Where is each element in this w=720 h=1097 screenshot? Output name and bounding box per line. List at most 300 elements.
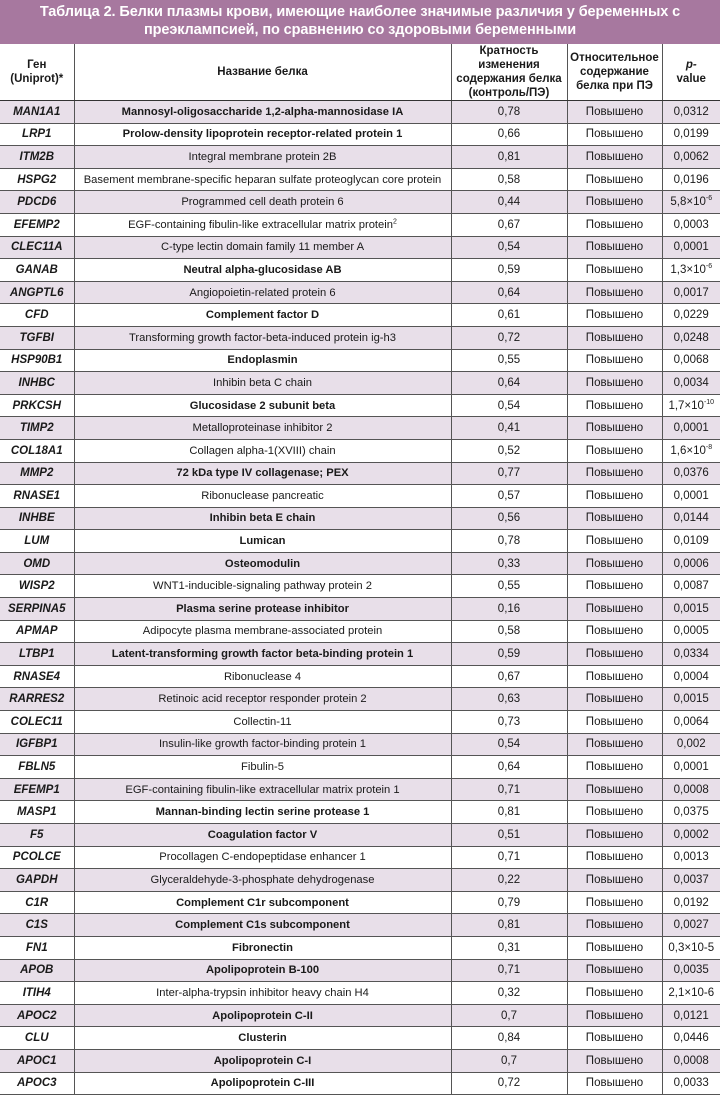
relative-content-cell-text: Повышено: [585, 715, 644, 728]
protein-name-cell: [74, 575, 451, 598]
relative-content-cell: [567, 485, 662, 508]
gene-cell: [0, 620, 74, 643]
relative-content-cell: [567, 304, 662, 327]
fold-change-cell: [451, 801, 567, 824]
header-gene: Ген (Uniprot)*: [0, 44, 74, 101]
relative-content-cell: [567, 123, 662, 146]
table-row: [0, 507, 720, 530]
gene-cell: [0, 801, 74, 824]
protein-name-cell: [74, 101, 451, 124]
relative-content-cell: [567, 824, 662, 847]
gene-cell-text: GAPDH: [15, 873, 58, 886]
relative-content-cell-text: Повышено: [585, 851, 644, 864]
table-row: [0, 191, 720, 214]
fold-change-cell-text: 0,54: [497, 241, 521, 254]
fold-change-cell: [451, 982, 567, 1005]
relative-content-cell-text: Повышено: [585, 919, 644, 932]
gene-cell: [0, 959, 74, 982]
gene-cell: [0, 349, 74, 372]
protein-name-cell: [74, 643, 451, 666]
gene-cell: [0, 688, 74, 711]
p-value-cell-text: 0,0027: [673, 919, 709, 932]
fold-change-cell: [451, 665, 567, 688]
gene-cell-text: TIMP2: [19, 422, 54, 435]
gene-cell: [0, 846, 74, 869]
protein-name-cell: [74, 1049, 451, 1072]
relative-content-cell-text: Повышено: [585, 218, 644, 231]
gene-cell: [0, 485, 74, 508]
fold-change-cell: [451, 372, 567, 395]
protein-name-cell: [74, 891, 451, 914]
p-value-cell: [662, 1027, 720, 1050]
protein-name-cell-text: Angiopoietin-related protein 6: [189, 286, 336, 299]
gene-cell: [0, 936, 74, 959]
protein-name-cell: [74, 530, 451, 553]
protein-name-cell-text: Endoplasmin: [227, 354, 298, 367]
relative-content-cell: [567, 168, 662, 191]
p-value-cell-text: 0,0034: [673, 376, 709, 389]
relative-content-cell: [567, 869, 662, 892]
fold-change-cell: [451, 191, 567, 214]
relative-content-cell: [567, 349, 662, 372]
relative-content-cell-text: Повышено: [585, 354, 644, 367]
header-relative-content: Относительное содержание белка при ПЭ: [567, 44, 662, 101]
table-row: [0, 439, 720, 462]
table-row: [0, 1072, 720, 1095]
p-value-cell-text: 0,0001: [673, 761, 709, 774]
table-row: [0, 936, 720, 959]
p-value-cell-text: 0,0229: [673, 309, 709, 322]
fold-change-cell-text: 0,51: [497, 828, 521, 841]
relative-content-cell-text: Повышено: [585, 648, 644, 661]
protein-name-cell-text: 72 kDa type IV collagenase; PEX: [176, 467, 349, 480]
relative-content-cell-text: Повышено: [585, 625, 644, 638]
table-row: [0, 417, 720, 440]
fold-change-cell: [451, 349, 567, 372]
gene-cell-text: RNASE1: [13, 489, 61, 502]
relative-content-cell-text: Повышено: [585, 964, 644, 977]
relative-content-cell: [567, 146, 662, 169]
fold-change-cell: [451, 1004, 567, 1027]
p-value-cell-text: 2,1×10-6: [668, 986, 715, 999]
relative-content-cell: [567, 665, 662, 688]
p-value-cell-text: 0,0008: [673, 1054, 709, 1067]
table-row: [0, 552, 720, 575]
protein-name-cell: [74, 1004, 451, 1027]
fold-change-cell-text: 0,56: [497, 512, 521, 525]
relative-content-cell-text: Повышено: [585, 806, 644, 819]
table-row: [0, 1027, 720, 1050]
p-value-cell-text: 0,0006: [673, 557, 709, 570]
table-row: [0, 778, 720, 801]
p-value-cell-text: 0,0001: [673, 422, 709, 435]
table-row: [0, 846, 720, 869]
protein-name-cell: [74, 711, 451, 734]
protein-name-cell-text: Collectin-11: [233, 715, 292, 728]
protein-name-cell-text: Procollagen C-endopeptidase enhancer 1: [159, 851, 366, 864]
p-value-cell: [662, 485, 720, 508]
relative-content-cell-text: Повышено: [585, 173, 644, 186]
gene-cell: [0, 304, 74, 327]
p-value-cell: [662, 372, 720, 395]
relative-content-cell-text: Повышено: [585, 150, 644, 163]
gene-cell-text: TGFBI: [19, 331, 54, 344]
protein-name-cell-text: Glyceraldehyde-3-phosphate dehydrogenase: [150, 873, 375, 886]
relative-content-cell-text: Повышено: [585, 580, 644, 593]
relative-content-cell: [567, 711, 662, 734]
relative-content-cell-text: Повышено: [585, 828, 644, 841]
p-value-cell-text: 0,0002: [673, 828, 709, 841]
protein-name-cell-text: Inhibin beta E chain: [209, 512, 316, 525]
gene-cell: [0, 711, 74, 734]
gene-cell: [0, 1072, 74, 1095]
gene-cell-text: IGFBP1: [15, 738, 58, 751]
gene-cell: [0, 123, 74, 146]
table-row: [0, 733, 720, 756]
fold-change-cell: [451, 688, 567, 711]
p-value-cell-text: 0,3×10-5: [668, 941, 715, 954]
relative-content-cell: [567, 417, 662, 440]
protein-name-cell: [74, 349, 451, 372]
fold-change-cell: [451, 1027, 567, 1050]
gene-cell: [0, 191, 74, 214]
protein-name-cell-text: Lumican: [239, 535, 286, 548]
table-row: [0, 394, 720, 417]
relative-content-cell: [567, 326, 662, 349]
p-value-cell: [662, 824, 720, 847]
gene-cell-text: EFEMP1: [13, 783, 60, 796]
p-value-cell: [662, 869, 720, 892]
p-value-cell-text: 0,0196: [673, 173, 709, 186]
protein-name-cell: [74, 665, 451, 688]
gene-cell: [0, 824, 74, 847]
protein-name-cell-text: Apolipoprotein C-II: [212, 1009, 313, 1022]
fold-change-cell: [451, 733, 567, 756]
fold-change-cell-text: 0,57: [497, 489, 521, 502]
gene-cell-text: MASP1: [16, 806, 57, 819]
protein-name-cell-text: Metalloproteinase inhibitor 2: [192, 422, 333, 435]
p-value-cell-text: 0,0376: [673, 467, 709, 480]
table-row: [0, 349, 720, 372]
fold-change-cell-text: 0,81: [497, 919, 521, 932]
protein-name-cell-text: WNT1-inducible-signaling pathway protein 2: [153, 580, 372, 593]
relative-content-cell-text: Повышено: [585, 309, 644, 322]
protein-name-cell-text: Insulin-like growth factor-binding protein 1: [158, 738, 367, 751]
p-value-cell-text: 0,0062: [673, 150, 709, 163]
relative-content-cell-text: Повышено: [585, 105, 644, 118]
relative-content-cell: [567, 259, 662, 282]
p-value-cell: [662, 914, 720, 937]
fold-change-cell-text: 0,63: [497, 693, 521, 706]
relative-content-cell: [567, 101, 662, 124]
gene-cell-text: RARRES2: [9, 693, 65, 706]
fold-change-cell-text: 0,41: [497, 422, 521, 435]
p-value-cell: [662, 326, 720, 349]
relative-content-cell: [567, 530, 662, 553]
fold-change-cell: [451, 846, 567, 869]
p-value-cell-text: 0,0068: [673, 354, 709, 367]
gene-cell: [0, 213, 74, 236]
fold-change-cell: [451, 914, 567, 937]
fold-change-cell: [451, 236, 567, 259]
gene-cell: [0, 530, 74, 553]
protein-name-cell-text: Programmed cell death protein 6: [181, 196, 344, 209]
footnote-mark: 2: [392, 218, 397, 226]
relative-content-cell-text: Повышено: [585, 286, 644, 299]
gene-cell-text: HSP90B1: [11, 354, 63, 367]
relative-content-cell-text: Повышено: [585, 1077, 644, 1090]
protein-name-cell: [74, 936, 451, 959]
gene-cell: [0, 259, 74, 282]
p-value-cell-text: 0,0248: [673, 331, 709, 344]
fold-change-cell: [451, 936, 567, 959]
p-value-cell-text: 0,0109: [673, 535, 709, 548]
p-value-cell: [662, 711, 720, 734]
protein-name-cell-text: Mannosyl-oligosaccharide 1,2-alpha-mannosidase IA: [121, 105, 404, 118]
protein-name-cell-text: Glucosidase 2 subunit beta: [189, 399, 336, 412]
p-value-exponent: -10: [703, 398, 715, 406]
fold-change-cell: [451, 552, 567, 575]
gene-cell-text: APOB: [20, 964, 54, 977]
protein-name-cell: [74, 326, 451, 349]
p-value-cell-text: 0,0312: [673, 105, 709, 118]
relative-content-cell: [567, 1004, 662, 1027]
protein-name-cell: [74, 598, 451, 621]
protein-name-cell-text: Adipocyte plasma membrane-associated protein: [142, 625, 383, 638]
p-value-cell-text: 0,0375: [673, 806, 709, 819]
protein-name-cell: [74, 846, 451, 869]
p-value-cell-text: 0,0004: [673, 670, 709, 683]
relative-content-cell: [567, 575, 662, 598]
gene-cell-text: SERPINA5: [7, 602, 66, 615]
table-row: [0, 281, 720, 304]
relative-content-cell-text: Повышено: [585, 941, 644, 954]
p-value-cell-text: 0,0446: [673, 1032, 709, 1045]
relative-content-cell: [567, 462, 662, 485]
relative-content-cell-text: Повышено: [585, 873, 644, 886]
header-p-prefix: p-: [685, 59, 697, 71]
gene-cell: [0, 575, 74, 598]
protein-name-cell: [74, 733, 451, 756]
table-row: [0, 372, 720, 395]
table-row: [0, 891, 720, 914]
table-row: [0, 824, 720, 847]
p-value-cell-text: 0,0035: [673, 964, 709, 977]
fold-change-cell: [451, 1049, 567, 1072]
gene-cell: [0, 394, 74, 417]
fold-change-cell: [451, 643, 567, 666]
p-value-cell-text: 0,0015: [673, 602, 709, 615]
fold-change-cell-text: 0,64: [497, 761, 521, 774]
table-row: [0, 146, 720, 169]
relative-content-cell: [567, 914, 662, 937]
protein-name-cell: [74, 824, 451, 847]
gene-cell: [0, 1004, 74, 1027]
fold-change-cell-text: 0,64: [497, 286, 521, 299]
protein-name-cell: [74, 982, 451, 1005]
fold-change-cell: [451, 101, 567, 124]
fold-change-cell: [451, 891, 567, 914]
gene-cell-text: OMD: [23, 557, 51, 570]
fold-change-cell-text: 0,59: [497, 648, 521, 661]
p-value-cell: [662, 959, 720, 982]
relative-content-cell: [567, 891, 662, 914]
p-value-cell: [662, 1004, 720, 1027]
p-value-cell: [662, 643, 720, 666]
fold-change-cell-text: 0,71: [497, 851, 521, 864]
p-value-cell-text: 0,0001: [673, 489, 709, 502]
gene-cell-text: LRP1: [22, 128, 52, 141]
gene-cell: [0, 733, 74, 756]
table-row: [0, 259, 720, 282]
protein-name-cell: [74, 462, 451, 485]
fold-change-cell-text: 0,71: [497, 783, 521, 796]
relative-content-cell-text: Повышено: [585, 557, 644, 570]
fold-change-cell-text: 0,58: [497, 625, 521, 638]
relative-content-cell-text: Повышено: [585, 512, 644, 525]
table-header-row: [0, 44, 720, 101]
gene-cell: [0, 778, 74, 801]
gene-cell: [0, 168, 74, 191]
relative-content-cell: [567, 620, 662, 643]
p-value-cell-text: 0,0121: [673, 1009, 709, 1022]
p-value-cell: [662, 1072, 720, 1095]
protein-name-cell-text: Complement factor D: [205, 309, 320, 322]
relative-content-cell-text: Повышено: [585, 489, 644, 502]
p-value-cell: [662, 801, 720, 824]
fold-change-cell: [451, 281, 567, 304]
relative-content-cell-text: Повышено: [585, 670, 644, 683]
gene-cell: [0, 598, 74, 621]
fold-change-cell-text: 0,22: [497, 873, 521, 886]
gene-cell-text: C1R: [25, 896, 49, 909]
protein-name-cell: [74, 756, 451, 779]
protein-name-cell-text: Collagen alpha-1(XVIII) chain: [189, 444, 336, 457]
relative-content-cell-text: Повышено: [585, 196, 644, 209]
relative-content-cell: [567, 1027, 662, 1050]
relative-content-cell: [567, 394, 662, 417]
p-value-cell: [662, 778, 720, 801]
relative-content-cell: [567, 552, 662, 575]
protein-name-cell: [74, 485, 451, 508]
protein-name-cell: [74, 259, 451, 282]
fold-change-cell-text: 0,71: [497, 964, 521, 977]
p-value-cell-text: 0,0005: [673, 625, 709, 638]
protein-name-cell-text: Coagulation factor V: [207, 828, 318, 841]
p-value-cell: [662, 439, 720, 462]
fold-change-cell-text: 0,81: [497, 150, 521, 163]
relative-content-cell: [567, 281, 662, 304]
fold-change-cell-text: 0,31: [497, 941, 521, 954]
protein-name-cell-text: Integral membrane protein 2B: [188, 150, 337, 163]
protein-name-cell-text: Ribonuclease pancreatic: [201, 489, 324, 502]
p-value-cell-text: 0,0144: [673, 512, 709, 525]
protein-name-cell: [74, 168, 451, 191]
p-value-cell: [662, 281, 720, 304]
p-value-cell: [662, 236, 720, 259]
fold-change-cell-text: 0,59: [497, 263, 521, 276]
gene-cell-text: ITIH4: [22, 986, 51, 999]
relative-content-cell: [567, 801, 662, 824]
p-value-cell: [662, 146, 720, 169]
protein-name-cell-text: Clusterin: [238, 1032, 287, 1045]
protein-name-cell: [74, 394, 451, 417]
relative-content-cell: [567, 236, 662, 259]
p-value-cell: [662, 665, 720, 688]
gene-cell: [0, 982, 74, 1005]
gene-cell-text: CLU: [24, 1032, 49, 1045]
fold-change-cell: [451, 259, 567, 282]
p-value-cell-text: 1,6×10: [670, 444, 706, 457]
fold-change-cell-text: 0,67: [497, 218, 521, 231]
fold-change-cell-text: 0,16: [497, 602, 521, 615]
relative-content-cell: [567, 191, 662, 214]
fold-change-cell-text: 0,78: [497, 105, 521, 118]
p-value-cell-text: 0,0017: [673, 286, 709, 299]
header-protein-name: Название белка: [74, 44, 451, 101]
table-row: [0, 236, 720, 259]
table-row: [0, 1004, 720, 1027]
fold-change-cell: [451, 711, 567, 734]
fold-change-cell-text: 0,79: [497, 896, 521, 909]
p-value-cell: [662, 1049, 720, 1072]
relative-content-cell-text: Повышено: [585, 738, 644, 751]
fold-change-cell: [451, 507, 567, 530]
table-row: [0, 598, 720, 621]
relative-content-cell-text: Повышено: [585, 783, 644, 796]
table-row: [0, 959, 720, 982]
p-value-cell-text: 0,0334: [673, 648, 709, 661]
fold-change-cell-text: 0,7: [501, 1009, 517, 1022]
gene-cell: [0, 281, 74, 304]
p-value-cell: [662, 259, 720, 282]
table-row: [0, 914, 720, 937]
protein-name-cell-text: Apolipoprotein B-100: [205, 964, 320, 977]
gene-cell-text: CFD: [24, 309, 49, 322]
fold-change-cell: [451, 778, 567, 801]
fold-change-cell: [451, 598, 567, 621]
relative-content-cell-text: Повышено: [585, 986, 644, 999]
fold-change-cell-text: 0,77: [497, 467, 521, 480]
table-row: [0, 101, 720, 124]
table-row: [0, 326, 720, 349]
relative-content-cell: [567, 643, 662, 666]
p-value-cell: [662, 507, 720, 530]
fold-change-cell-text: 0,55: [497, 354, 521, 367]
relative-content-cell-text: Повышено: [585, 399, 644, 412]
fold-change-cell-text: 0,58: [497, 173, 521, 186]
gene-cell-text: LTBP1: [18, 648, 55, 661]
protein-name-cell-text: Transforming growth factor-beta-induced protein ig-h3: [129, 331, 396, 344]
p-value-exponent: -8: [705, 443, 713, 451]
relative-content-cell: [567, 439, 662, 462]
fold-change-cell-text: 0,44: [497, 196, 521, 209]
p-value-cell: [662, 394, 720, 417]
protein-name-cell-text: Complement C1r subcomponent: [176, 896, 349, 909]
p-value-cell-text: 0,0199: [673, 128, 709, 141]
protein-name-cell-text: Complement C1s subcomponent: [175, 919, 350, 932]
fold-change-cell-text: 0,66: [497, 128, 521, 141]
table-row: [0, 620, 720, 643]
p-value-cell-text: 0,0192: [673, 896, 709, 909]
relative-content-cell-text: Повышено: [585, 761, 644, 774]
p-value-cell: [662, 530, 720, 553]
p-value-cell-text: 1,3×10: [670, 263, 706, 276]
relative-content-cell: [567, 756, 662, 779]
p-value-cell-text: 0,002: [676, 738, 706, 751]
protein-name-cell: [74, 1072, 451, 1095]
protein-name-cell: [74, 1027, 451, 1050]
